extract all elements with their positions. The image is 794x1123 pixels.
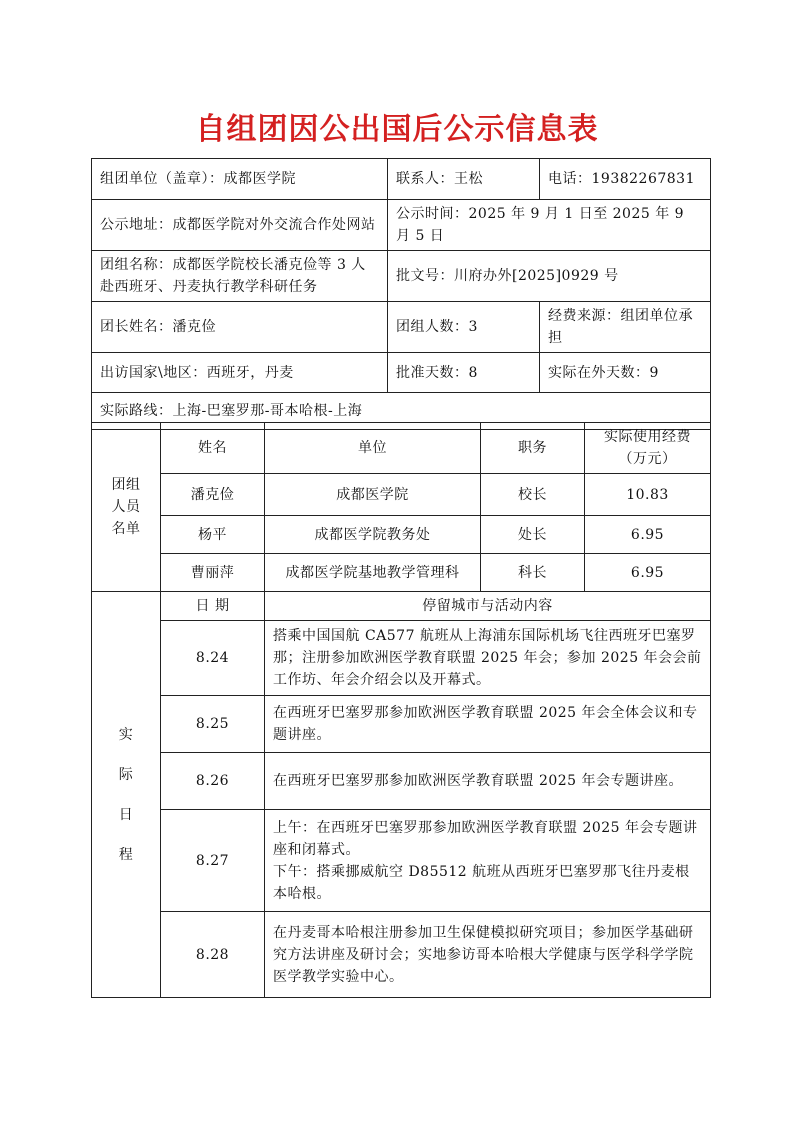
funding-label: 经费来源：	[548, 308, 621, 324]
info-row-2	[92, 200, 711, 251]
phone-label: 电话：	[548, 171, 592, 187]
schedule-section-label-char: 实	[118, 726, 134, 743]
contact-label: 联系人：	[396, 171, 454, 187]
member-unit: 成都医学院	[265, 474, 481, 516]
schedule-header-content: 停留城市与活动内容	[265, 592, 711, 621]
address-value: 成都医学院对外交流合作处网站	[172, 217, 376, 233]
page-title: 自组团因公出国后公示信息表	[195, 112, 599, 147]
member-position: 科长	[481, 554, 585, 592]
schedule-date: 8.28	[161, 912, 265, 998]
schedule-row	[92, 912, 711, 998]
header-name: 姓名	[161, 423, 265, 474]
member-row	[92, 554, 711, 592]
schedule-section-label-char: 日	[118, 806, 134, 823]
address-cell	[92, 200, 388, 251]
member-cost: 6.95	[585, 516, 711, 554]
time-label: 公示时间：	[396, 206, 469, 222]
schedule-content: 搭乘中国国航 CA577 航班从上海浦东国际机场飞往西班牙巴塞罗那；注册参加欧洲医学教育联盟 2025 年会；参加 2025 年会会前工作坊、年会介绍会以及开幕式。	[265, 621, 711, 696]
schedule-row	[92, 810, 711, 912]
schedule-content: 在西班牙巴塞罗那参加欧洲医学教育联盟 2025 年会专题讲座。	[265, 753, 711, 810]
approved-days-cell	[388, 353, 540, 393]
approval-cell	[388, 251, 711, 302]
members-section-label-line: 团组	[111, 477, 141, 493]
org-cell	[92, 159, 388, 200]
org-value: 成都医学院	[223, 171, 296, 187]
header-cost-line2: （万元）	[618, 451, 677, 467]
member-cost: 6.95	[585, 554, 711, 592]
member-name: 杨平	[161, 516, 265, 554]
schedule-header-row	[92, 592, 711, 621]
schedule-content-afternoon: 下午：搭乘挪威航空 D85512 航班从西班牙巴塞罗那飞往丹麦根本哈根。	[273, 863, 690, 902]
actual-days-value: 9	[649, 364, 659, 381]
member-cost: 10.83	[585, 474, 711, 516]
header-position: 职务	[481, 423, 585, 474]
member-name: 曹丽萍	[161, 554, 265, 592]
group-size-cell	[388, 302, 540, 353]
contact-value: 王松	[454, 171, 483, 187]
members-section-label-line: 名单	[111, 521, 141, 537]
members-section-label-line: 人员	[111, 499, 141, 515]
schedule-content	[265, 810, 711, 912]
leader-label: 团长姓名：	[100, 319, 173, 335]
schedule-date: 8.26	[161, 753, 265, 810]
approval-value: 川府办外[2025]0929 号	[454, 268, 619, 284]
members-section-label	[92, 423, 161, 592]
schedule-row	[92, 696, 711, 753]
group-name-value: 成都医学院校长潘克俭等 3 人赴西班牙、丹麦执行教学科研任务	[100, 257, 366, 295]
member-name: 潘克俭	[161, 474, 265, 516]
member-row	[92, 474, 711, 516]
header-unit: 单位	[265, 423, 481, 474]
actual-days-cell	[540, 353, 711, 393]
schedule-content: 在丹麦哥本哈根注册参加卫生保健模拟研究项目；参加医学基础研究方法讲座及研讨会；实地参访哥本哈根大学健康与医学科学学院医学教学实验中心。	[265, 912, 711, 998]
funding-value: 组团单位承担	[548, 308, 693, 346]
member-position: 处长	[481, 516, 585, 554]
schedule-date: 8.25	[161, 696, 265, 753]
countries-value: 西班牙，丹麦	[206, 364, 294, 381]
schedule-content-morning: 上午：在西班牙巴塞罗那参加欧洲医学教育联盟 2025 年会专题讲座和闭幕式。	[273, 819, 698, 858]
phone-value: 19382267831	[591, 171, 695, 187]
route-label: 实际路线：	[100, 403, 173, 419]
publicity-table	[91, 158, 711, 430]
countries-cell	[92, 353, 388, 393]
info-row-3	[92, 251, 711, 302]
group-name-cell	[92, 251, 388, 302]
info-row-5	[92, 353, 711, 393]
info-row-1	[92, 159, 711, 200]
approved-days-label: 批准天数：	[396, 364, 469, 381]
time-cell	[388, 200, 711, 251]
schedule-section-label-char: 程	[118, 846, 134, 863]
group-size-value: 3	[468, 319, 478, 335]
approved-days-value: 8	[468, 364, 478, 381]
actual-days-label: 实际在外天数：	[548, 364, 650, 381]
route-value: 上海-巴塞罗那-哥本哈根-上海	[172, 403, 363, 419]
schedule-row	[92, 753, 711, 810]
members-table	[91, 422, 711, 998]
leader-value: 潘克俭	[172, 319, 216, 335]
phone-cell	[540, 159, 711, 200]
member-position: 校长	[481, 474, 585, 516]
group-size-label: 团组人数：	[396, 319, 469, 335]
info-row-4	[92, 302, 711, 353]
countries-label: 出访国家\地区：	[100, 364, 207, 381]
group-name-label: 团组名称：	[100, 257, 173, 273]
schedule-section-label-char: 际	[118, 766, 134, 783]
schedule-row	[92, 621, 711, 696]
funding-cell	[540, 302, 711, 353]
address-label: 公示地址：	[100, 217, 173, 233]
leader-cell	[92, 302, 388, 353]
time-value: 2025 年 9 月 1 日至 2025 年 9 月 5 日	[396, 206, 685, 244]
member-unit: 成都医学院教务处	[265, 516, 481, 554]
schedule-date: 8.24	[161, 621, 265, 696]
schedule-date: 8.27	[161, 810, 265, 912]
member-unit: 成都医学院基地教学管理科	[265, 554, 481, 592]
member-row	[92, 516, 711, 554]
approval-label: 批文号：	[396, 268, 454, 284]
header-cost-line1: 实际使用经费	[604, 429, 691, 445]
schedule-content: 在西班牙巴塞罗那参加欧洲医学教育联盟 2025 年会全体会议和专题讲座。	[265, 696, 711, 753]
schedule-section-label	[92, 592, 161, 998]
schedule-header-date: 日 期	[161, 592, 265, 621]
org-label: 组团单位（盖章）：	[100, 171, 224, 187]
members-header-row	[92, 423, 711, 474]
contact-cell	[388, 159, 540, 200]
header-cost	[585, 423, 711, 474]
